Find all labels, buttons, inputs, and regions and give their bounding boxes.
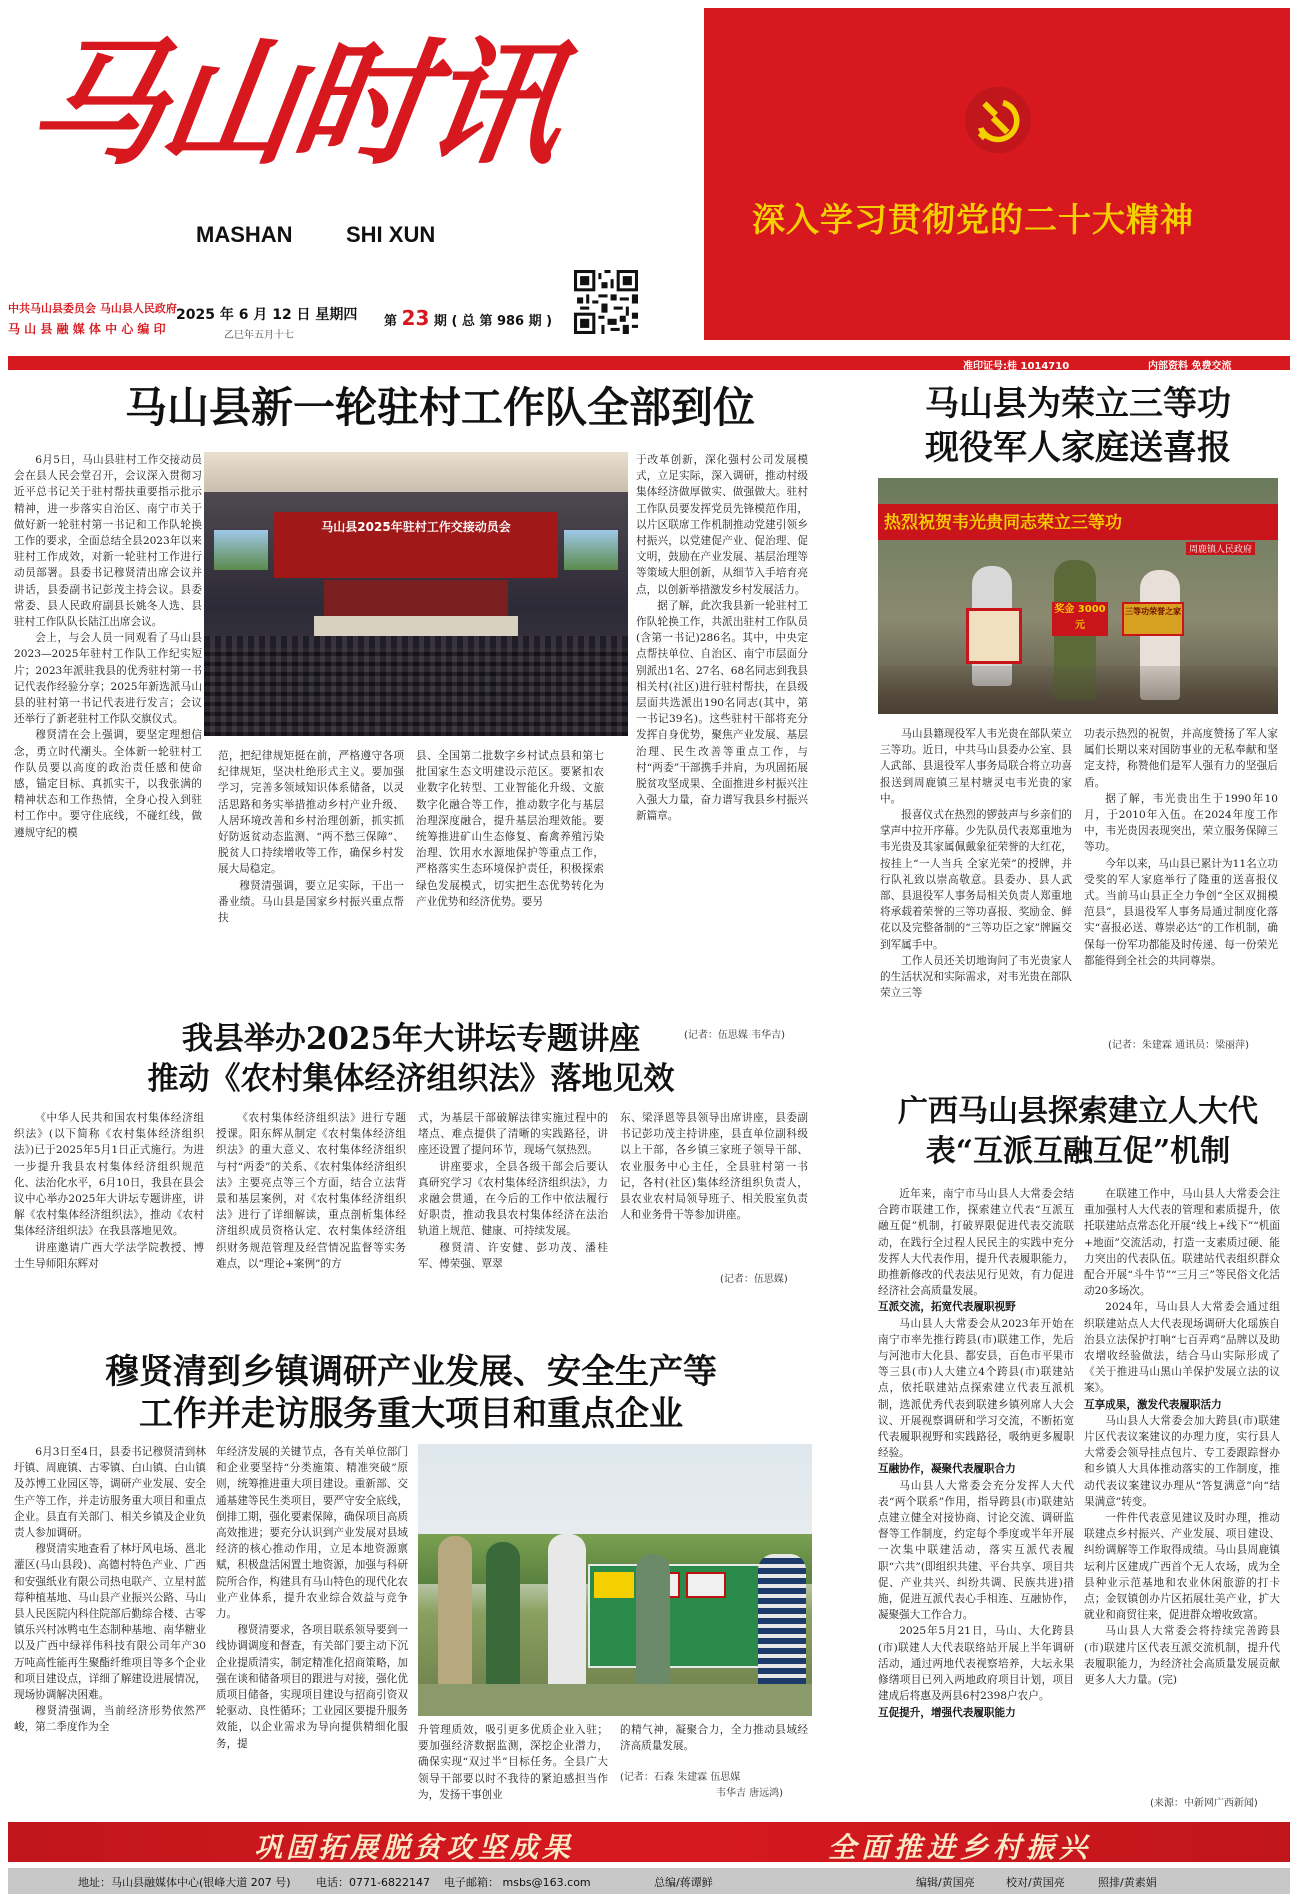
article3-col4-para1: 东、梁泽恩等县领导出席讲座，县委副书记彭功茂主持讲座，县直单位副科级以上干部，各乡镇三家班子领导干部、农业服务中心主任，全县驻村第一书记，各村(社区)集体经济组织负责人，县农业农村局领导班子、相关股室负责人和业务骨干等参加讲座。: [620, 1112, 808, 1222]
article3-col2-para1: 《农村集体经济组织法》进行专题授课。阳东辉从制定《农村集体经济组织法》的重大意义、农村集体经济组织与村“两委”的关系、《农村集体经济组织法》主要亮点等三个方面，结合立法背景和基层案例，对《农村集体经济组织法》进行了详细解读，重点剖析集体经济组织成员资格认定、农村集体经济组织财务规范管理及经营情况监督等实务难点，以“理论+案例”的方: [216, 1112, 406, 1270]
photo-banner-text: 马山县2025年驻村工作交接动员会: [321, 520, 511, 534]
article2-photo-sign2: 三等功荣誉之家: [1122, 602, 1184, 636]
article1-col1-para1: 6月5日，马山县驻村工作交接动员会在县人民会堂召开，会议深入贯彻习近平总书记关于驻村帮扶重要指示批示精神，进一步落实自治区、南宁市关于做好新一轮驻村第一书记和工作队轮换工作的要求，全面总结全县2023年以来驻村工作成效，对新一轮驻村工作进行动员部署。县委书记穆贤清出席会议并讲话，县委副书记彭茂主持会议。县委常委、县人民政府副县长姚冬人选、县驻村工作队队长陆江出席会议。: [14, 454, 202, 629]
article1-col4-para1: 于改革创新，深化强村公司发展模式，立足实际，深入调研，推动村级集体经济做厚做实、做强做大。驻村工作队员要发挥党员先锋模范作用，以片区联席工作机制推动党建引领乡村振兴，以党建促产业、促治理、促文明，鼓励在产业发展、基层治理等等策域大胆创新，从细节入手培育亮点，以创新举措激发乡村发展活力。: [636, 454, 808, 596]
article4-headline-line2: 表“互派互融互促”机制: [925, 1134, 1231, 1169]
article4-col2-para2: 2024年，马山县人大常委会通过组织联建站点人大代表现场调研大化瑶族自治县立法保护打响“七百弄鸡”品牌以及助农增收经验做法，结合马山实际形成了《关于推进马山黑山羊保护发展立法的议案》。: [1084, 1301, 1280, 1395]
footer-editor: 编辑/黄国亮: [916, 1876, 975, 1889]
article1-col4: [636, 452, 808, 1018]
top-red-rule: [8, 356, 1290, 370]
lunar-date: 乙巳年五月十七: [224, 330, 294, 341]
article2-photo-banner-sub: 周鹿镇人民政府: [1186, 542, 1255, 555]
article4-col2-para1: 在联建工作中，马山县人大常委会注重加强村人大代表的管理和素质提升，依托联建站点常态化开展“线上+线下”“机面+地面”交流活动，打造一支素质过硬、能力突出的代表队伍。联建站代表组织群众配合开展“斗牛节”“三月三”等民俗文化活动20多场次。: [1084, 1188, 1280, 1298]
slogan-banner: [704, 8, 1290, 340]
sponsor-line-1: 中共马山县委员会 马山县人民政府: [8, 302, 177, 315]
article2-col2-para1: 功表示热烈的祝贺，并高度赞扬了军人家属们长期以来对国防事业的无私奉献和坚定支持，称赞他们是军人强有力的坚强后盾。: [1084, 728, 1278, 789]
article2-photo: [878, 478, 1278, 714]
footer-slogan-right: 全面推进乡村振兴: [827, 1831, 1092, 1864]
article2-photo-banner: 热烈祝贺韦光贵同志荣立三等功: [884, 513, 1122, 533]
article1-col1-para2: 会上，与会人员一同观看了马山县2023—2025年驻村工作队工作纪实短片；2023年派驻我县的优秀驻村第一书记代表作经验分享；2025年新选派马山县的驻村第一书记代表进行发言；会议还举行了新老驻村工作队交旗仪式。: [14, 632, 202, 726]
article5-headline-line1: 穆贤清到乡镇调研产业发展、安全生产等: [105, 1352, 717, 1392]
article2-byline: (记者：朱建霖 通讯员：梁丽萍): [1108, 1040, 1249, 1051]
article5-col3-para1: 升管理质效，吸引更多优质企业入驻；要加强经济数据监测，深挖企业潜力，确保实现“双过半”目标任务。全县广大领导干部要以时不我待的紧迫感担当作为，发扬干事创业: [418, 1724, 608, 1801]
footer-slogan-left: 巩固拓展脱贫攻坚成果: [253, 1831, 574, 1864]
article1-headline: 马山县新一轮驻村工作队全部到位: [124, 383, 755, 432]
article1-col2-para2: 穆贤清强调，要立足实际，干出一番业绩。马山县是国家乡村振兴重点帮扶: [218, 879, 404, 925]
party-emblem-icon: [962, 84, 1034, 156]
article3-col3-para3: 穆贤清、许安健、彭功茂、潘桂军、傅荣强、覃翠: [418, 1241, 608, 1270]
article4-byline: (来源：中新网广西新闻): [1150, 1798, 1258, 1809]
article2-photo-sign1: 奖金 3000元: [1052, 602, 1108, 636]
article3-col3: [418, 1110, 608, 1308]
article2-headline-line1: 马山县为荣立三等功: [925, 384, 1231, 424]
article4-subhead2: 互融协作，凝聚代表履职合力: [878, 1463, 1016, 1476]
article5-byline-2: 韦华吉 唐远鸿): [716, 1788, 784, 1799]
slogan-text: 深入学习贯彻党的二十大精神: [752, 200, 1194, 239]
issue-date: 2025 年 6 月 12 日 星期四: [176, 307, 358, 323]
article4-subhead4: 互享成果，激发代表履职活力: [1084, 1398, 1222, 1411]
article2-col2: [1084, 726, 1278, 1032]
article5-col3: [418, 1722, 608, 1820]
article5-col2-para2: 穆贤清要求，各项目联系领导要到一线协调调度和督查，有关部门要主动下沉企业提质清实，制定精准化招商策略，加强在谈和储备项目的跟进与对接，强化优质项目储备，实现项目建设与招商引资双轮驱动、良性循环；工业园区要提升服务效能，以企业需求为导向提供精细化服务，提: [216, 1624, 408, 1750]
article5-photo: [418, 1444, 812, 1716]
article1-col3: [416, 748, 604, 1058]
article1-col4-para2: 据了解，此次我县新一轮驻村工作队轮换工作，共派出驻村工作队员(含第一书记)286名。其中，中央定点帮扶单位、自治区、南宁市层面分别派出1名、27名、68名同志到我县相关村(社区)进行驻村帮扶，在县级层面共选派出190名同志(其中，第一书记39名)。这些驻村干部将充分发挥自身优势，聚焦产业发展、基层治理、民生改善等重点工作，与村“两委”干部携手并肩，为巩固拓展脱贫攻坚成果、全面推进乡村振兴注入强大力量，奋力谱写我县乡村振兴新篇章。: [636, 599, 808, 823]
article4-col1-para2: 马山县人大常委会从2023年开始在南宁市率先推行跨县(市)联建工作，先后与河池市大化县、都安县，百色市平果市等三县(市)人大建立4个跨县(市)联建站点，依托联建站点探索建立代表互派机制，选派优秀代表到联建乡镇列席人大会议、开展视察调研和学习交流，不断拓宽代表履职视野和实践路径，吸纳更多履职经验。: [878, 1317, 1074, 1460]
article1-col1-para3: 穆贤清在会上强调，要坚定理想信念，勇立时代潮头。全体新一轮驻村工作队员要以高度的政治责任感和使命感，锚定目标、真抓实干，以我张满的精神状态和工作热情，全身心投入到驻村工作中。要守住底线，不碰红线，做遵规守纪的模: [14, 729, 202, 839]
issue-suffix: 期 ( 总 第 986 期 ): [433, 314, 553, 329]
article2-col1-para3: 工作人员还关切地询问了韦光贵家人的生活状况和实际需求，对韦光贵在部队荣立三等: [880, 954, 1072, 1000]
article3-byline: (记者：伍思媒): [720, 1274, 788, 1285]
article2-col1-para2: 报喜仪式在热烈的锣鼓声与乡亲们的掌声中拉开序幕。少先队员代表郑重地为韦光贵及其家属佩戴象征荣誉的大红花，按挂上“一人当兵 全家光荣”的授牌，并行队礼致以崇高敬意。县委办、县人武部、县退役军人事务局相关负责人郑重地将承载着荣誉的三等功喜报、奖励金、鲜花以及完整备制的“三等功臣之家”牌匾交到军属手中。: [880, 809, 1072, 951]
footer-address: 地址：马山县融媒体中心(银峰大道 207 号): [78, 1876, 291, 1889]
article3-col3-para2: 讲座要求，全县各级干部会后要认真研究学习《农村集体经济组织法》，力求融会贯通，在今后的工作中依法履行好职责，推动我县农村集体经济在法治轨道上规范、健康、可持续发展。: [418, 1160, 608, 1238]
article4-col2: [1084, 1186, 1280, 1782]
article1-col2-para1: 范，把纪律规矩挺在前，严格遵守各项纪律规矩，坚决杜绝形式主义。要加强学习，完善多领域知识体系储备，以灵活思路和务实举措推动乡村产业升级、人居环境改善和乡村治理创新，抓实抓好防返贫动态监测、“两不愁三保障”、脱贫人口持续增收等工作，确保乡村发展大局稳定。: [218, 750, 404, 876]
article3-col1-para1: 《中华人民共和国农村集体经济组织法》(以下简称《农村集体经济组织法》)已于2025年5月1日正式施行。为进一步提升我县农村集体经济组织规范化、法治化水平，6月10日，我县在县会议中心举办2025年大讲坛专题讲座，讲解《农村集体经济组织法》，推动《农村集体经济组织法》在我县落地见效。: [14, 1112, 204, 1238]
article4-col2-para4: 一件件代表意见建议及时办理，推动联建点乡村振兴、产业发展、项目建设、纠纷调解等工作取得成绩。马山县周鹿镇坛利片区建成广西首个无人农场，成为全县种业示范基地和农业休闲旅游的打卡点；金钗镇创办片区拓展壮美产业，扩大就业和商贸往来，促进群众增收致富。: [1084, 1512, 1280, 1622]
article4-headline-line1: 广西马山县探索建立人大代: [898, 1094, 1258, 1129]
article1-col3-para1: 县、全国第二批数字乡村试点县和第七批国家生态文明建设示范区。要紧扣农业数字化转型、工业智能化升级、文旅数字化融合等工作，推动数字化与基层治理深度融合，提升基层治理效能。要统筹推进矿山生态修复、畜禽养殖污染治理、饮用水水源地保护等重点工作，严格落实生态环境保护责任，积极探索绿色发展模式，切实把生态优势转化为产业优势和经济优势。要另: [416, 750, 604, 908]
qr-code: [574, 270, 638, 334]
footer-email: 电子邮箱： msbs@163.com: [444, 1876, 591, 1889]
sponsor-line-2: 马 山 县 融 媒 体 中 心 编 印: [8, 322, 166, 336]
article5-col1-para1: 6月3日至4日，县委书记穆贤清到林圩镇、周鹿镇、古零镇、白山镇、白山镇及苏博工业园区等，调研产业发展、安全生产等工作，并走访服务重大项目和重点企业。县直有关部门、相关乡镇及企业负责人参加调研。: [14, 1446, 206, 1540]
article5-headline-line2: 工作并走访服务重大项目和重点企业: [139, 1394, 683, 1434]
article4-col1-para3: 马山县人大常委会充分发挥人大代表“两个联系”作用，指导跨县(市)联建站点建立健全对接协商、讨论交流、调研监督等工作制度，约定每个季度或半年开展一次集中联建活动，落实互派代表履职“六共”(即组织共建、平台共享、项目共促、产业共兴、纠纷共调、民族共进)措施，促进互派代表心手相连、互融协作，凝聚强大工作合力。: [878, 1479, 1074, 1622]
article2-col2-para2: 据了解，韦光贵出生于1990年10月，于2010年入伍。在2024年度工作中，韦光贵因表现突出，荣立服务保障三等功。: [1084, 792, 1278, 854]
article5-col2: [216, 1444, 408, 1820]
article3-col1-para2: 讲座邀请广西大学法学院教授、博士生导师阳东辉对: [14, 1241, 204, 1270]
article1-photo: [204, 452, 628, 736]
article1-col1: [14, 452, 202, 1058]
article5-col2-para1: 年经济发展的关键节点，各有关单位部门和企业要坚持“分类施策、精准突破”原则，统筹推进重大项目建设。重新部、交通基建等民生类项目，要严守安全底线，倒排工期，强化要素保障，确保项目高质高效推进；要充分认识到产业发展对县域经济的核心推动作用，立足本地资源禀赋，积极盘活闲置土地资源，加强与科研院所合作，构建具有马山特色的现代化农业产业体系，提升农业综合效益与竞争力。: [216, 1446, 408, 1621]
article4-subhead3: 互促提升，增强代表履职能力: [878, 1706, 1016, 1719]
article5-col1-para2: 穆贤清实地查看了林圩风电场、邕北灌区(马山县段)、高德村特色产业、广西和安强纸业有限公司热电联产、立星村蓝莓种植基地、马山县产业振兴公路、马山县人民医院内科住院部后勤综合楼、古零镇乐兴村冰鸭屯生态制种基地、南华糖业以及广西中绿祥伟科技有限公司年产30万吨高性能再生聚酯纤维项目等多个企业和项目建设点，详细了解建设进展情况，现场协调解决困难。: [14, 1543, 206, 1702]
article4-col1-para4: 2025年5月21日，马山、大化跨县(市)联建人大代表联络站开展上半年调研活动，通过两地代表视察培养，大坛永果修缮项目已列入两地政府项目计划，项目建成后将惠及两县6村2398户农户。: [878, 1625, 1074, 1703]
article5-col4: [620, 1722, 808, 1762]
footer-typesetter: 照排/黄素娟: [1098, 1876, 1157, 1889]
masthead-title: 马山时讯: [18, 24, 570, 184]
footer-chief-editor: 总编/蒋谭鲜: [654, 1876, 713, 1889]
article4-col1-para1: 近年来，南宁市马山县人大常委会结合跨市联建工作，探索建立代表“互派互融互促”机制，打破界限促进代表交流联动，在践行全过程人民民主的实践中充分发挥人大代表作用，提升代表履职能力，助推新修改的代表法见行见效，有力促进经济社会高质量发展。: [878, 1188, 1074, 1298]
article3-headline-line1: 我县举办2025年大讲坛专题讲座: [181, 1021, 641, 1057]
license-number: 准印证号:桂 1014710: [963, 361, 1070, 372]
article1-byline: (记者：伍思媒 韦华吉): [684, 1030, 785, 1041]
article4-col2-para3: 马山县人大常委会加大跨县(市)联建片区代表议案建议的办理力度，实行县人大常委会领导挂点包片、专工委跟踪督办和乡镇人大具体推动落实的工作制度，推动代表议案建议办理从“答复满意”向“结果满意”转变。: [1084, 1414, 1280, 1508]
issue-no: 23: [401, 306, 430, 330]
article3-col4: [620, 1110, 808, 1270]
article2-col2-para3: 今年以来，马山县已累计为11名立功受奖的军人家庭举行了隆重的送喜报仪式。当前马山县正全力争创“全区双拥模范县”，县退役军人事务局通过制度化落实“喜报必送、尊崇必达”的工作机制，确保每一份军功都能及时传递、每一份荣光都能得到全社会的共同尊崇。: [1084, 857, 1278, 967]
footer-proofreader: 校对/黄国亮: [1006, 1876, 1065, 1889]
article5-col4-para1: 的精气神，凝聚合力，全力推动县域经济高质量发展。: [620, 1724, 808, 1753]
footer-phone: 电话：0771-6822147: [316, 1876, 430, 1889]
masthead-pinyin-left: MASHAN: [196, 222, 293, 247]
internal-note: 内部资料 免费交流: [1148, 361, 1232, 372]
article4-col1: [878, 1186, 1074, 1812]
article2-headline-line2: 现役军人家庭送喜报: [925, 428, 1231, 468]
article4-subhead1: 互派交流，拓宽代表履职视野: [878, 1301, 1016, 1314]
article5-col1: [14, 1444, 206, 1820]
article3-col1: [14, 1110, 204, 1308]
article1-col2: [218, 748, 404, 1058]
article5-byline-1: (记者：石森 朱建霖 伍思媒: [620, 1772, 741, 1783]
issue-number: [384, 306, 552, 330]
article4-col2-para5: 马山县人大常委会将持续完善跨县(市)联建片区代表互派交流机制，提升代表履职能力，为经济社会高质量发展贡献更多人大力量。(完): [1084, 1625, 1280, 1687]
article3-col3-para1: 式，为基层干部破解法律实施过程中的堵点、难点提供了清晰的实践路径，讲座还设置了提问环节，现场气氛热烈。: [418, 1112, 608, 1157]
article3-headline-line2: 推动《农村集体经济组织法》落地见效: [147, 1061, 675, 1097]
article5-col1-para3: 穆贤清强调，当前经济形势依然严峻，第二季度作为全: [14, 1705, 206, 1734]
masthead-pinyin-right: SHI XUN: [346, 222, 436, 247]
article2-col1-para1: 马山县籍现役军人韦光贵在部队荣立三等功。近日，中共马山县委办公室、县人武部、县退役军人事务局联合将立功喜报送到周鹿镇三星村塘灵屯韦光贵的家中。: [880, 728, 1072, 805]
article2-col1: [880, 726, 1072, 1058]
article3-col2: [216, 1110, 406, 1308]
issue-prefix: 第: [384, 314, 398, 329]
